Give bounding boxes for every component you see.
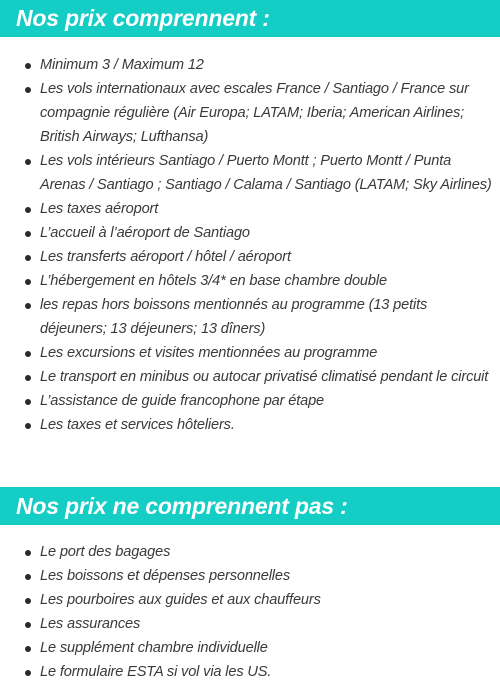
list-item: Les taxes et services hôteliers. (0, 413, 500, 437)
list-item: Les assurances (0, 612, 500, 636)
list-item: Les taxes aéroport (0, 197, 500, 221)
list-item: L’accueil à l’aéroport de Santiago (0, 221, 500, 245)
list-item: Le port des bagages (0, 540, 500, 564)
list-item: Les transferts aéroport / hôtel / aéroport (0, 245, 500, 269)
list-item: Les vols internationaux avec escales France / Santiago / France sur compagnie régulière (Air Europa; LATAM; Iberia; American Airlines; British Airways; Lufthansa) (0, 77, 500, 149)
list-item: Le transport en minibus ou autocar privatisé climatisé pendant le circuit (0, 365, 500, 389)
includes-section-title: Nos prix comprennent : (0, 0, 500, 37)
includes-list (0, 53, 500, 437)
excludes-section-title: Nos prix ne comprennent pas : (0, 487, 500, 525)
list-item: Les boissons et dépenses personnelles (0, 564, 500, 588)
list-item: Le formulaire ESTA si vol via les US. (0, 660, 500, 684)
list-item: L’assistance de guide francophone par étape (0, 389, 500, 413)
list-item: Les pourboires aux guides et aux chauffeurs (0, 588, 500, 612)
excludes-list (0, 540, 500, 684)
list-item: L’hébergement en hôtels 3/4* en base chambre double (0, 269, 500, 293)
list-item: les repas hors boissons mentionnés au programme (13 petits déjeuners; 13 déjeuners; 13 dîners) (0, 293, 500, 341)
list-item: Les vols intérieurs Santiago / Puerto Montt ; Puerto Montt / Punta Arenas / Santiago ; Santiago / Calama / Santiago (LATAM; Sky Airlines) (0, 149, 500, 197)
list-item: Les excursions et visites mentionnées au programme (0, 341, 500, 365)
list-item: Le supplément chambre individuelle (0, 636, 500, 660)
list-item: Minimum 3 / Maximum 12 (0, 53, 500, 77)
